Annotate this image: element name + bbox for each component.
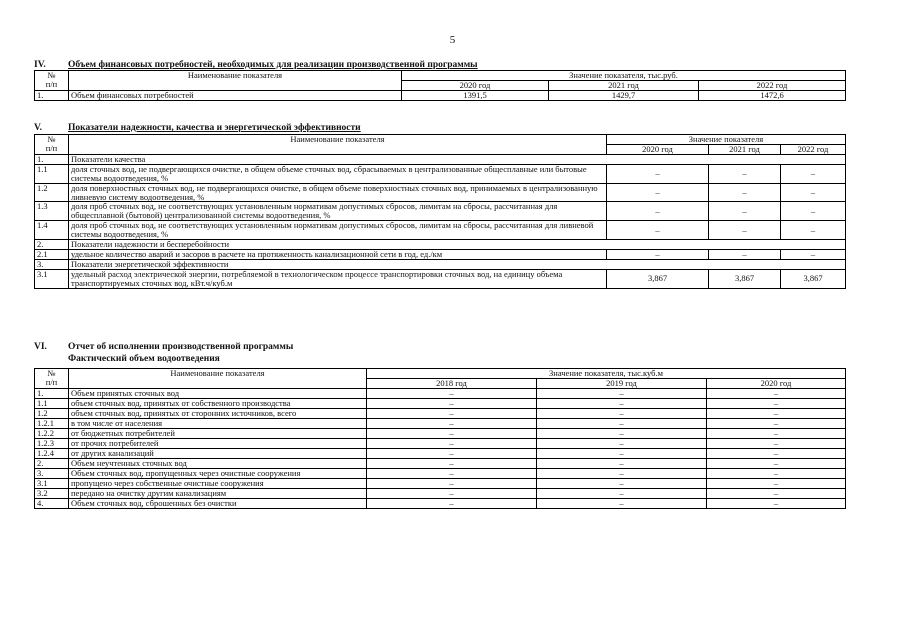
section-4-title bbox=[34, 60, 478, 70]
header-value: Значение показателя bbox=[607, 135, 846, 145]
row-value: – bbox=[607, 250, 709, 260]
row-name: Объем неучтенных сточных вод bbox=[69, 459, 367, 469]
row-value: – bbox=[537, 479, 707, 489]
row-value: – bbox=[781, 250, 846, 260]
section-5-title-text: Показатели надежности, качества и энергетической эффективности bbox=[68, 123, 361, 133]
row-number: 1.2.3 bbox=[35, 439, 69, 449]
row-value: – bbox=[707, 449, 846, 459]
row-value: 3,867 bbox=[781, 269, 846, 288]
row-name: доля проб сточных вод, не соответствующих установленным нормативам допустимых сбросов, лимитам на сбросы, рассчитанная для ливневой системы водоотведения, % bbox=[69, 221, 607, 240]
row-name: Объем сточных вод, сброшенных без очистки bbox=[69, 499, 367, 509]
row-number: 2. bbox=[35, 459, 69, 469]
row-number: 1.2.1 bbox=[35, 419, 69, 429]
row-value: – bbox=[537, 389, 707, 399]
header-value: Значение показателя, тыс.руб. bbox=[402, 71, 846, 81]
table-row bbox=[35, 154, 846, 164]
row-number: 3.2 bbox=[35, 489, 69, 499]
row-number: 3.1 bbox=[35, 479, 69, 489]
row-value: – bbox=[707, 439, 846, 449]
row-value: – bbox=[367, 479, 537, 489]
table-row bbox=[35, 389, 846, 399]
row-number: 1.4 bbox=[35, 221, 69, 240]
row-number: 3. bbox=[35, 259, 69, 269]
row-value: – bbox=[781, 202, 846, 221]
year-header: 2022 год bbox=[699, 81, 846, 91]
row-value: – bbox=[537, 399, 707, 409]
section-4-number: IV. bbox=[34, 60, 46, 70]
row-value: 1429,7 bbox=[549, 91, 699, 101]
row-number: 4. bbox=[35, 499, 69, 509]
row-value: – bbox=[367, 419, 537, 429]
row-number: 1.2.2 bbox=[35, 429, 69, 439]
table-row bbox=[35, 240, 846, 250]
table-row bbox=[35, 419, 846, 429]
table-row bbox=[35, 164, 846, 183]
actual-drainage-table bbox=[34, 368, 846, 509]
table-row bbox=[35, 459, 846, 469]
row-name: Показатели энергетической эффективности bbox=[69, 259, 846, 269]
row-value: – bbox=[709, 183, 781, 202]
section-6-title-text: Отчет об исполнении производственной программы bbox=[68, 342, 294, 352]
header-name: Наименование показателя bbox=[69, 71, 402, 91]
row-name: Показатели надежности и бесперебойности bbox=[69, 240, 846, 250]
row-value: – bbox=[367, 439, 537, 449]
row-value: – bbox=[707, 499, 846, 509]
row-value: – bbox=[367, 459, 537, 469]
table-row bbox=[35, 250, 846, 260]
row-number: 1.1 bbox=[35, 164, 69, 183]
row-value: – bbox=[537, 489, 707, 499]
row-name: Объем финансовых потребностей bbox=[69, 91, 402, 101]
row-name: доля поверхностных сточных вод, не подвергающихся очистке, в общем объеме поверхностных сточных вод, принимаемых в централизованную ливневую систему водоотведения, % bbox=[69, 183, 607, 202]
header-num: № п/п bbox=[35, 135, 69, 155]
row-number: 1. bbox=[35, 154, 69, 164]
section-5-number: V. bbox=[34, 123, 43, 133]
row-value: – bbox=[367, 449, 537, 459]
year-header: 2018 год bbox=[367, 379, 537, 389]
table-row bbox=[35, 499, 846, 509]
header-name: Наименование показателя bbox=[69, 369, 367, 389]
row-value: – bbox=[707, 399, 846, 409]
row-value: 1472,6 bbox=[699, 91, 846, 101]
row-value: – bbox=[537, 459, 707, 469]
row-number: 1. bbox=[35, 389, 69, 399]
table-row bbox=[35, 91, 846, 101]
row-number: 2. bbox=[35, 240, 69, 250]
row-value: – bbox=[607, 183, 709, 202]
section-5-title bbox=[34, 123, 361, 133]
row-value: – bbox=[367, 499, 537, 509]
reliability-indicators-table bbox=[34, 134, 846, 289]
header-num: № п/п bbox=[35, 71, 69, 91]
section-4-title-text: Объем финансовых потребностей, необходимых для реализации производственной программы bbox=[68, 60, 478, 70]
year-header: 2019 год bbox=[537, 379, 707, 389]
row-value: – bbox=[367, 389, 537, 399]
page-number: 5 bbox=[449, 34, 456, 46]
row-value: – bbox=[707, 479, 846, 489]
row-value: – bbox=[607, 202, 709, 221]
row-value: – bbox=[707, 459, 846, 469]
row-value: – bbox=[709, 221, 781, 240]
row-value: – bbox=[707, 419, 846, 429]
row-name: Показатели качества bbox=[69, 154, 846, 164]
year-header: 2020 год bbox=[402, 81, 549, 91]
row-name: от прочих потребителей bbox=[69, 439, 367, 449]
row-value: – bbox=[781, 164, 846, 183]
row-value: – bbox=[537, 409, 707, 419]
row-number: 3. bbox=[35, 469, 69, 479]
row-number: 2.1 bbox=[35, 250, 69, 260]
section-6-subtitle: Фактический объем водоотведения bbox=[68, 354, 220, 364]
row-value: – bbox=[707, 409, 846, 419]
table-row bbox=[35, 409, 846, 419]
row-number: 3.1 bbox=[35, 269, 69, 288]
section-6-title bbox=[34, 342, 293, 352]
row-name: Объем принятых сточных вод bbox=[69, 389, 367, 399]
row-value: – bbox=[707, 469, 846, 479]
row-name: в том числе от населения bbox=[69, 419, 367, 429]
header-name: Наименование показателя bbox=[69, 135, 607, 155]
row-name: Объем сточных вод, пропущенных через очистные сооружения bbox=[69, 469, 367, 479]
row-number: 1.1 bbox=[35, 399, 69, 409]
table-row bbox=[35, 399, 846, 409]
table-row bbox=[35, 429, 846, 439]
row-value: – bbox=[367, 489, 537, 499]
header-value: Значение показателя, тыс.куб.м bbox=[367, 369, 846, 379]
table-row bbox=[35, 183, 846, 202]
row-value: – bbox=[367, 409, 537, 419]
row-value: 3,867 bbox=[607, 269, 709, 288]
row-name: передано на очистку другим канализациям bbox=[69, 489, 367, 499]
year-header: 2021 год bbox=[709, 144, 781, 154]
table-row bbox=[35, 439, 846, 449]
section-6-number: VI. bbox=[34, 342, 47, 352]
year-header: 2020 год bbox=[607, 144, 709, 154]
row-number: 1.3 bbox=[35, 202, 69, 221]
row-name: от других канализаций bbox=[69, 449, 367, 459]
row-value: – bbox=[537, 469, 707, 479]
row-name: доля сточных вод, не подвергающихся очистке, в общем объеме сточных вод, сбрасываемых в централизованные общесплавные или бытовые системы водоотведения, % bbox=[69, 164, 607, 183]
row-value: – bbox=[709, 164, 781, 183]
row-value: – bbox=[367, 429, 537, 439]
year-header: 2021 год bbox=[549, 81, 699, 91]
table-row bbox=[35, 479, 846, 489]
year-header: 2020 год bbox=[707, 379, 846, 389]
row-name: объем сточных вод, принятых от сторонних источников, всего bbox=[69, 409, 367, 419]
row-number: 1.2 bbox=[35, 183, 69, 202]
row-value: 3,867 bbox=[709, 269, 781, 288]
row-value: – bbox=[781, 183, 846, 202]
header-num: № п/п bbox=[35, 369, 69, 389]
table-row bbox=[35, 221, 846, 240]
table-row bbox=[35, 489, 846, 499]
row-value: – bbox=[537, 439, 707, 449]
row-value: – bbox=[537, 419, 707, 429]
row-name: объем сточных вод, принятых от собственного производства bbox=[69, 399, 367, 409]
row-value: – bbox=[367, 399, 537, 409]
row-value: – bbox=[707, 429, 846, 439]
table-row bbox=[35, 469, 846, 479]
row-name: доля проб сточных вод, не соответствующих установленным нормативам допустимых сбросов, лимитам на сбросы, рассчитанная для общесплавной (бытовой) централизованной системы водоотведения, % bbox=[69, 202, 607, 221]
row-name: удельное количество аварий и засоров в расчете на протяженность канализационной сети в год, ед./км bbox=[69, 250, 607, 260]
table-row bbox=[35, 449, 846, 459]
row-name: от бюджетных потребителей bbox=[69, 429, 367, 439]
table-row bbox=[35, 202, 846, 221]
row-value: – bbox=[709, 202, 781, 221]
row-value: – bbox=[709, 250, 781, 260]
row-number: 1.2 bbox=[35, 409, 69, 419]
year-header: 2022 год bbox=[781, 144, 846, 154]
financial-needs-table bbox=[34, 70, 846, 101]
row-value: – bbox=[537, 499, 707, 509]
row-value: – bbox=[367, 469, 537, 479]
row-name: удельный расход электрической энергии, потребляемой в технологическом процессе транспортировки сточных вод, на единицу объема транспортируемых сточных вод, кВт.ч/куб.м bbox=[69, 269, 607, 288]
row-value: – bbox=[607, 221, 709, 240]
row-value: – bbox=[607, 164, 709, 183]
row-value: – bbox=[707, 489, 846, 499]
row-number: 1.2.4 bbox=[35, 449, 69, 459]
table-row bbox=[35, 259, 846, 269]
row-name: пропущено через собственные очистные сооружения bbox=[69, 479, 367, 489]
row-value: – bbox=[537, 429, 707, 439]
row-number: 1. bbox=[35, 91, 69, 101]
table-row bbox=[35, 269, 846, 288]
row-value: – bbox=[707, 389, 846, 399]
row-value: – bbox=[537, 449, 707, 459]
row-value: – bbox=[781, 221, 846, 240]
row-value: 1391,5 bbox=[402, 91, 549, 101]
